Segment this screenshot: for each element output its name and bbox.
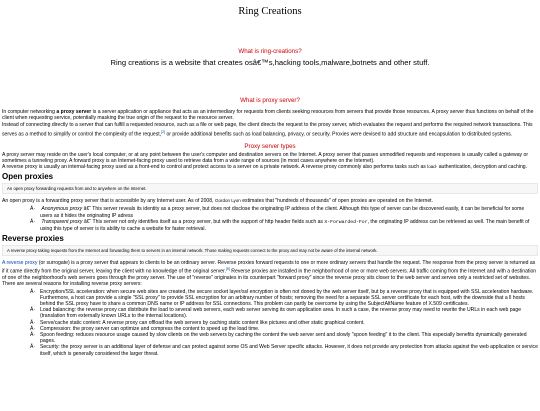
proxy-func-text-a: Instead of connecting directly to a server that can fulfill a requested resource, such as a file or web page, the client directs the request to the proxy server, which evaluates the request and performs the required network transactions. This serves as a method to simplify or control the complexity of the request, <box>2 122 533 138</box>
list-item-text: â€“ This server reveals its identity as a proxy server, but does not disclose the originating IP address of the client. Although this type of server can be discovered easily, it can be beneficial for some users as it hides the originating IP adress <box>40 206 525 219</box>
site-title: Ring Creations <box>238 6 302 17</box>
reverse-proxy-caption: A reverse proxy taking requests from the Internet and forwarding them to servers in an internal network. Those making requests connect to the proxy and may not be aware of the internal network. <box>2 245 538 256</box>
bullet-mark: Â· <box>30 319 36 326</box>
proxy-types-text-b: authentication, decryption and caching. <box>438 163 528 170</box>
proxy-def-text-b: is a server application or appliance that acts as an intermediary for requests from clients seeking resources from servers that provide those resources. A proxy server thus functions on behalf of the client when requesting service, potentially masking the true origin of the request to the resource server. <box>2 109 534 122</box>
open-proxy-author: Gordon Lyon <box>214 198 241 204</box>
list-item <box>2 307 538 319</box>
reverse-proxy-text-b: Reverse proxies are installed in the neighborhood of one or more web servers. All traffic coming from the Internet and with a destination of one of the neighborhood's web servers goes through the proxy server. The use of "reverse" originates in its counterpart "forward proxy" since the reverse proxy sits closer to the web server and serves only a restricted set of websites. There are several reasons for installing reverse proxy servers: <box>2 269 537 288</box>
list-item-title: Anonymous proxy <box>41 206 83 213</box>
list-item-text: , the originating IP address can be retrieved as well. The main benefit of using this type of server is its ability to cache a website for faster retrieval. <box>40 218 530 232</box>
proxy-def-bold: a proxy server <box>56 109 92 115</box>
header-field-code: X-Forwarded-For <box>324 219 368 225</box>
list-item-text: Encryption/SSL acceleration: when secure web sites are created, the secure socket layer/ssl encryption is often not doned by the web server itself, but by a reverse proxy that is equipped with SSL acceleration hardware. Furthermore, a host can provide a single "SSL proxy" to provide SSL encryption for an arbitrary number of hosts; removing the need for a separate SSL server certificate for each host, with the downside that a ll hosts behind the SSL proxy have to share a common DNS name or IP address for SSL connections. This problem can partly be overcome by using the SubjectAltName feature of X.509 certificates. <box>40 288 534 308</box>
list-item-title: Transparent proxy <box>41 218 83 225</box>
list-item <box>2 206 538 218</box>
list-item-text: Spoon feeding: reduces resource usage caused by slow clients on the web servers by caching the content the web server sent and slowly "spoon feeding" it to the client. This especially benefits dynamically generated pages. <box>40 332 527 345</box>
reference-link[interactable]: [2] <box>161 129 166 134</box>
proxy-definition-paragraph <box>2 109 538 121</box>
list-item-text: Compression: the proxy server can optimize and compress the content to speed up the load time. <box>40 325 260 332</box>
open-proxy-paragraph <box>2 198 538 204</box>
list-item <box>2 219 538 232</box>
bullet-mark: Â· <box>30 218 36 225</box>
list-item <box>2 332 538 344</box>
list-item-text: â€“ This server not only identifies itself as a proxy server, but with the support of http header fields such as <box>83 218 323 225</box>
reverse-proxy-link[interactable]: A reverse proxy <box>2 260 38 267</box>
proxy-types-paragraph-1: A proxy server may reside on the user's local computer, or at any point between the user's computer and destination servers on the Internet. A proxy server that passes unmodified requests and responses is usually called a gateway or sometimes a tunneling proxy. A forward proxy is an Internet-facing proxy used to retrieve data from a wide range of sources (in most cases anywhere on the Internet). <box>2 151 529 164</box>
bullet-mark: Â· <box>30 206 36 213</box>
open-proxies-heading: Open proxies <box>2 172 54 182</box>
proxy-def-text-a: In computer networking <box>2 109 55 115</box>
list-item-text: Serve/cache static content: A reverse proxy can offload the web servers by caching static content like pictures and other static graphical content. <box>40 319 365 326</box>
list-item <box>2 344 538 356</box>
bullet-mark: Â· <box>30 332 36 339</box>
bullet-mark: Â· <box>30 344 36 351</box>
bullet-mark: Â· <box>30 325 36 332</box>
reverse-proxy-paragraph <box>2 260 538 288</box>
open-proxy-text-a: An open proxy is a forwarding proxy server that is accessible by any Internet user. As of 2008, <box>2 198 214 205</box>
proxy-types-heading: Proxy server types <box>244 142 296 150</box>
list-item-text: Security: the proxy server is an additional layer of defense and can protect against some OS and Web Server specific attacks. However, it does not provide any protection from attacks against the web application or service itself, which is generally considered the larger threat. <box>40 344 538 357</box>
bullet-mark: Â· <box>30 288 36 295</box>
open-proxy-caption: An open proxy forwarding requests from and to anywhere on the Internet. <box>2 183 538 194</box>
proxy-function-paragraph <box>2 122 538 137</box>
proxy-types-small: load- <box>427 163 438 169</box>
page <box>0 6 540 357</box>
what-is-proxy-heading: What is proxy server? <box>240 97 300 104</box>
list-item-text: Load balancing: the reverse proxy can distribute the load to several web servers, each web server serving its own application area. In such a case, the reverse proxy may need to rewrite the URLs in each web page (translation from externally known URLs to the internal locations). <box>40 307 522 320</box>
reference-link[interactable]: [5] <box>225 267 230 272</box>
proxy-func-text-b: or provide additional benefits such as load balancing, privacy, or security. Proxies were devised to add structure and encapsulation to distributed systems. <box>166 131 513 138</box>
reverse-proxy-text-a: (or surrogate) is a proxy server that appears to clients to be an ordinary server. Reverse proxies forward requests to one or more ordinary servers that handle the request. The response from the proxy server is returned as if it came directly from the original server, leaving the client with no knowledge of the original server. <box>2 260 536 276</box>
site-tagline: Ring creations is a website that creates osâ€™s,hacking tools,malware,botnets and other stuff. <box>110 58 430 67</box>
reverse-proxies-heading: Reverse proxies <box>2 234 64 244</box>
proxy-types-text-a: A reverse proxy is usually an internal-facing proxy used as a front-end to control and protect access to a server on a private network. A reverse proxy commonly also performs tasks such as <box>2 163 426 170</box>
bullet-mark: Â· <box>30 307 36 314</box>
proxy-types-paragraph-2 <box>2 164 538 170</box>
list-item <box>2 289 538 308</box>
reverse-proxy-list <box>2 289 538 357</box>
open-proxy-text-b: estimates that "hundreds of thousands" of open proxies are operated on the Internet. <box>242 198 434 205</box>
open-proxy-list <box>2 206 538 232</box>
what-is-ring-heading: What is ring-creations? <box>238 48 302 55</box>
